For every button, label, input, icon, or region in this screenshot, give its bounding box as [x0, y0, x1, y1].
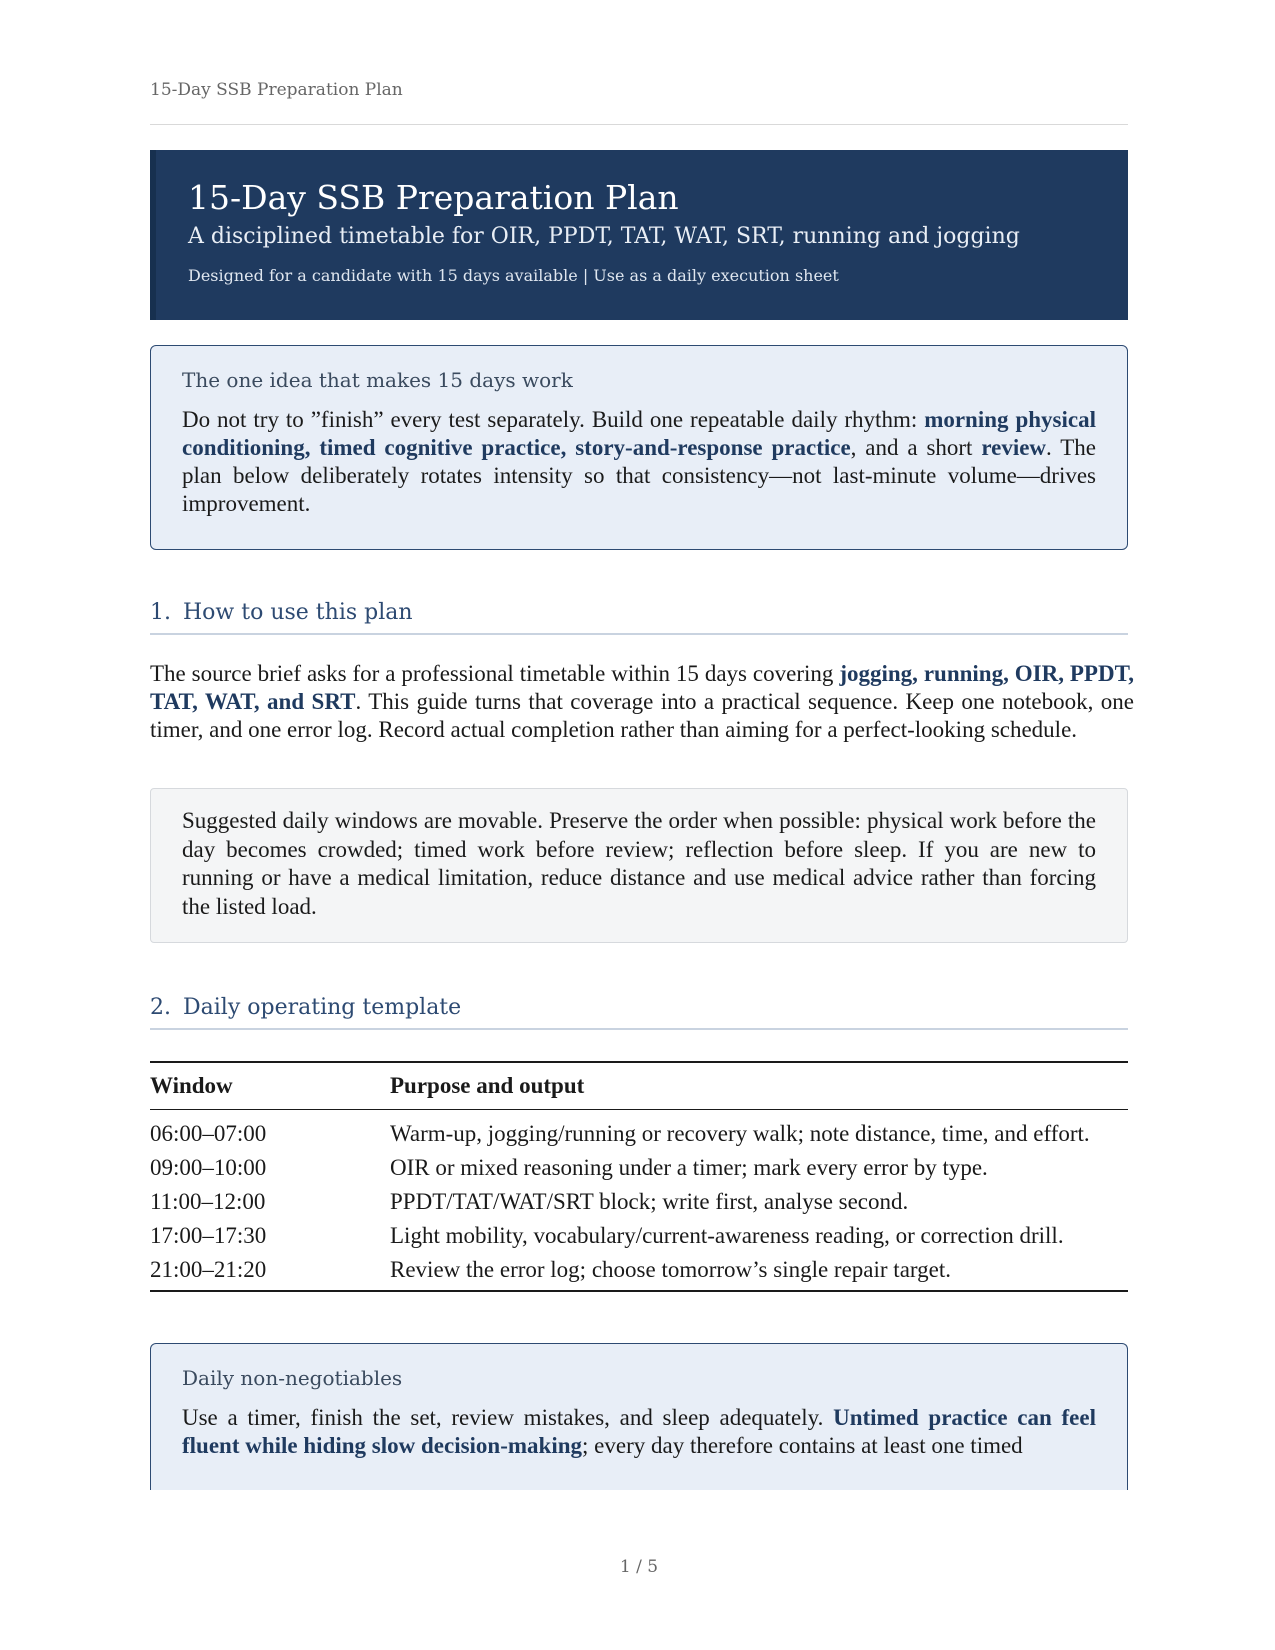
purpose-cell: Light mobility, vocabulary/current-awareness reading, or correction drill.	[390, 1223, 1064, 1248]
running-header: 15-Day SSB Preparation Plan	[150, 80, 403, 100]
title-banner	[150, 150, 1128, 320]
document-page	[150, 0, 1134, 1650]
section-title: Daily operating template	[183, 995, 462, 1020]
window-cell: 09:00–10:00	[150, 1155, 267, 1180]
callout-text: , and a short	[850, 435, 982, 460]
callout-body	[182, 1404, 1096, 1460]
purpose-cell: Warm-up, jogging/running or recovery walk; note distance, time, and effort.	[390, 1121, 1090, 1146]
callout-text: ; every day therefore contains at least one timed	[582, 1433, 1023, 1458]
daily-schedule-table	[150, 1061, 1128, 1292]
purpose-cell: Review the error log; choose tomorrow’s single repair target.	[390, 1257, 951, 1282]
note-box: Suggested daily windows are movable. Preserve the order when possible: physical work before the day becomes crowded; timed work before review; reflection before sleep. If you are new to running or have a medical limitation, reduce distance and use medical advice rather than forcing the listed load.	[150, 788, 1128, 943]
table-row	[150, 1185, 1128, 1219]
table-row	[150, 1110, 1128, 1152]
section-number: 2.	[150, 995, 171, 1020]
paragraph-emphasis: jogging, running, OIR, PPDT, TAT, WAT, and SRT	[150, 661, 1134, 714]
document-title: 15-Day SSB Preparation Plan	[188, 178, 679, 217]
callout-emphasis: Untimed practice can feel fluent while hiding slow decision-making	[182, 1405, 1096, 1458]
document-subtitle: A disciplined timetable for OIR, PPDT, TAT, WAT, SRT, running and jogging	[188, 224, 1020, 249]
table-row	[150, 1253, 1128, 1291]
purpose-cell: PPDT/TAT/WAT/SRT block; write first, analyse second.	[390, 1189, 909, 1214]
callout-emphasis: morning physical conditioning, timed cognitive practice, story-and-response practice	[182, 407, 1096, 460]
window-cell: 06:00–07:00	[150, 1121, 267, 1146]
callout-text: . The plan below deliberately rotates intensity so that consistency—not last-minute volume—drives improvement.	[182, 435, 1097, 516]
callout-title: Daily non-negotiables	[182, 1366, 403, 1390]
paragraph-text: . This guide turns that coverage into a practical sequence. Keep one notebook, one timer, and one error log. Record actual completion rather than aiming for a perfect-looking schedule.	[150, 689, 1134, 742]
callout-emphasis: review	[981, 435, 1047, 460]
section-heading-how-to-use	[150, 600, 1128, 635]
callout-body	[182, 406, 1096, 518]
section-heading-daily-template	[150, 995, 1128, 1030]
document-meta: Designed for a candidate with 15 days available | Use as a daily execution sheet	[188, 266, 839, 285]
non-negotiables-callout	[150, 1343, 1128, 1490]
intro-paragraph	[150, 660, 1134, 744]
purpose-cell: OIR or mixed reasoning under a timer; mark every error by type.	[390, 1155, 988, 1180]
table-row	[150, 1219, 1128, 1253]
column-header-window: Window	[150, 1062, 390, 1110]
key-idea-callout	[150, 345, 1128, 550]
window-cell: 21:00–21:20	[150, 1257, 267, 1282]
header-rule	[150, 124, 1128, 125]
callout-text: Use a timer, finish the set, review mistakes, and sleep adequately.	[182, 1405, 834, 1430]
callout-text: Do not try to ”finish” every test separately. Build one repeatable daily rhythm:	[182, 407, 925, 432]
window-cell: 17:00–17:30	[150, 1223, 267, 1248]
window-cell: 11:00–12:00	[150, 1189, 266, 1214]
table-header-row	[150, 1062, 1128, 1110]
column-header-purpose: Purpose and output	[390, 1062, 1128, 1110]
paragraph-text: The source brief asks for a professional timetable within 15 days covering	[150, 661, 840, 686]
section-title: How to use this plan	[183, 600, 413, 625]
page-number: 1 / 5	[619, 1557, 659, 1577]
callout-title: The one idea that makes 15 days work	[182, 368, 573, 392]
section-number: 1.	[150, 600, 171, 625]
table-row	[150, 1151, 1128, 1185]
